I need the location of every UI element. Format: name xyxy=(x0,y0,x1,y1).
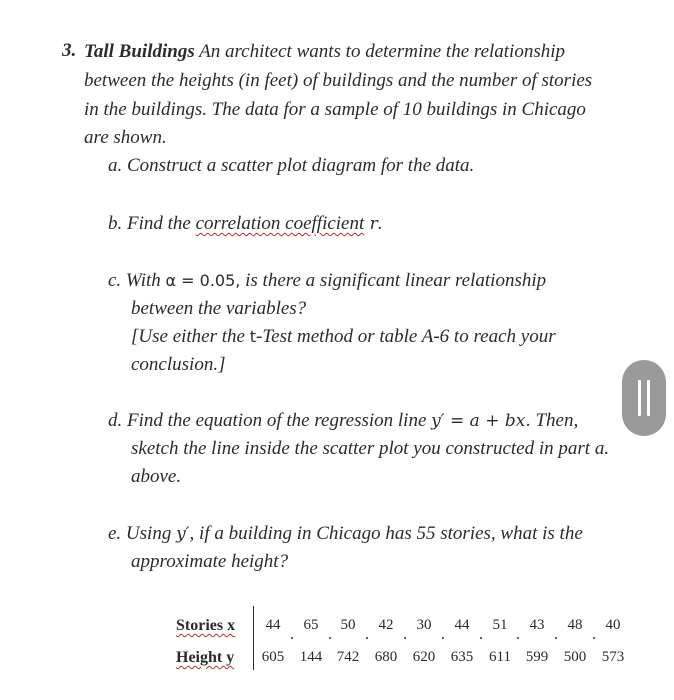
problem-title: Tall Buildings xyxy=(84,41,195,62)
table-divider xyxy=(253,606,254,670)
table-cell-height: 500 xyxy=(563,649,587,665)
separator-dot xyxy=(517,637,519,639)
separator-dot xyxy=(366,637,368,639)
table-cell-height: 611 xyxy=(489,649,511,665)
table-row-label-stories: Stories x xyxy=(176,617,236,634)
table-row-label-height: Height y xyxy=(176,649,235,666)
separator-dot xyxy=(593,637,595,639)
part-c-post: is there a significant linear relationship xyxy=(240,270,547,291)
part-c-line-1 xyxy=(108,269,546,293)
part-d-line-3: above. xyxy=(131,466,182,487)
part-b xyxy=(108,212,383,236)
part-d-math: y′ = a + bx. xyxy=(431,411,531,431)
part-e-post: , if a building in Chicago has 55 stories, what is the xyxy=(189,523,583,544)
separator-dot xyxy=(480,637,482,639)
part-e-var: y′ xyxy=(176,524,190,544)
part-d-post: Then, xyxy=(530,410,579,431)
separator-dot xyxy=(329,637,331,639)
table-cell-stories: 65 xyxy=(303,617,319,633)
intro-text-4: are shown. xyxy=(84,127,167,148)
intro-text-3: in the buildings. The data for a sample of 10 buildings in Chicago xyxy=(84,99,586,120)
part-c3-t: t xyxy=(249,327,257,346)
spellcheck-underlined-text: correlation coefficient xyxy=(195,213,365,234)
table-cell-height: 573 xyxy=(601,649,625,665)
part-d-pre: d. Find the equation of the regression line xyxy=(108,410,432,431)
table-cell-stories: 44 xyxy=(265,617,281,633)
table-cell-stories: 30 xyxy=(416,617,432,633)
part-e-pre: e. Using xyxy=(108,523,177,544)
table-cell-stories: 42 xyxy=(378,617,394,633)
scroll-handle[interactable] xyxy=(622,360,666,436)
intro-text-1: An architect wants to determine the relationship xyxy=(199,41,566,62)
intro-text-2: between the heights (in feet) of buildings and the number of stories xyxy=(84,70,593,91)
table-cell-stories: 48 xyxy=(567,617,583,633)
part-c-line-2: between the variables? xyxy=(131,298,307,319)
table-cell-stories: 51 xyxy=(492,617,508,633)
table-cell-height: 742 xyxy=(336,649,360,665)
table-cell-stories: 50 xyxy=(340,617,356,633)
separator-dot xyxy=(555,637,557,639)
table-cell-height: 144 xyxy=(299,649,323,665)
separator-dot xyxy=(442,637,444,639)
problem-intro-line-1 xyxy=(84,40,565,64)
part-c3-post: -Test method or table A-6 to reach your xyxy=(256,326,556,347)
part-d-line-2: sketch the line inside the scatter plot you constructed in part a. xyxy=(131,438,610,459)
part-b-pre: b. Find the xyxy=(108,213,196,234)
part-b-post: . xyxy=(377,213,383,234)
part-b-var: r xyxy=(364,214,378,234)
part-c-math: α = 0.05, xyxy=(165,271,241,290)
table-cell-height: 635 xyxy=(450,649,474,665)
part-c-line-4: conclusion.] xyxy=(131,354,226,375)
table-cell-height: 680 xyxy=(374,649,398,665)
part-e-line-2: approximate height? xyxy=(131,551,289,572)
table-cell-stories: 44 xyxy=(454,617,470,633)
part-c3-pre: [Use either the xyxy=(131,326,250,347)
problem-number: 3. xyxy=(62,40,77,61)
table-cell-stories: 43 xyxy=(529,617,545,633)
part-d-line-1 xyxy=(108,409,578,433)
part-a: a. Construct a scatter plot diagram for the data. xyxy=(108,155,475,176)
table-cell-stories: 40 xyxy=(605,617,621,633)
part-c-line-3 xyxy=(131,325,556,349)
table-cell-height: 620 xyxy=(412,649,436,665)
separator-dot xyxy=(291,637,293,639)
table-cell-height: 605 xyxy=(261,649,285,665)
separator-dot xyxy=(404,637,406,639)
part-e-line-1 xyxy=(108,522,583,546)
part-c-pre: c. With xyxy=(108,270,166,291)
table-cell-height: 599 xyxy=(525,649,549,665)
